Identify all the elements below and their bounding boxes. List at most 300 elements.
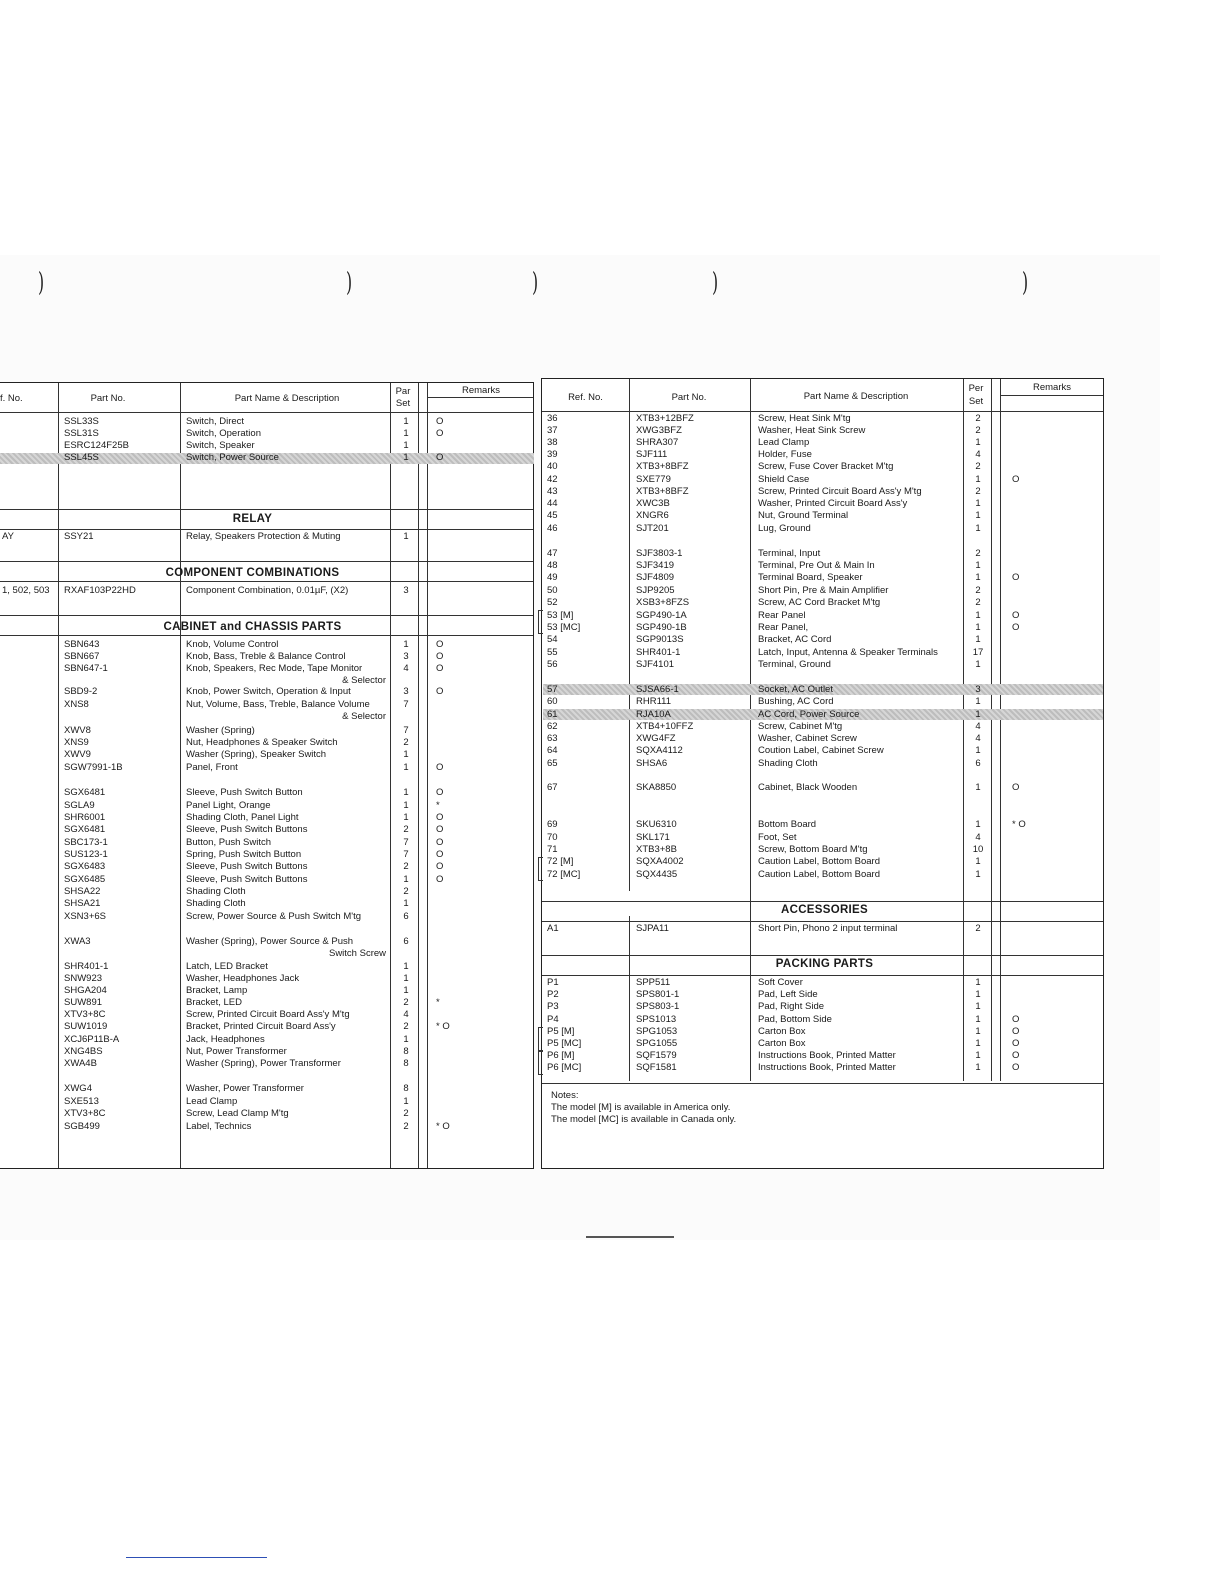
cell-ref: 72 [M] (547, 856, 574, 867)
cell-part: SQXA4002 (636, 856, 684, 867)
cell-rem: * O (436, 1021, 450, 1032)
cell-name: Washer (Spring), Power Transformer (186, 1058, 341, 1069)
cell-name: Shading Cloth (758, 758, 818, 769)
right-header-part: Part No. (671, 392, 707, 403)
cell-qty: 1 (403, 812, 409, 823)
cell-ref: 50 (547, 585, 558, 596)
cell-rem: O (1012, 1038, 1020, 1049)
cell-qty: 1 (975, 696, 981, 707)
cell-name: Instructions Book, Printed Matter (758, 1050, 896, 1061)
cell-part: XWG4FZ (636, 733, 676, 744)
cell-name: Knob, Bass, Treble & Balance Control (186, 651, 346, 662)
cell-part: SGB499 (64, 1121, 100, 1132)
cell-name: Screw, Cabinet M'tg (758, 721, 843, 732)
cell-rem: O (1012, 1014, 1020, 1025)
cell-rem: O (1012, 1062, 1020, 1073)
cell-part: SQX4435 (636, 869, 678, 880)
cell-name: Switch Screw (328, 948, 386, 959)
cell-rem: * (436, 800, 440, 811)
cell-name: Carton Box (758, 1026, 806, 1037)
cell-name: Knob, Speakers, Rec Mode, Tape Monitor (186, 663, 363, 674)
cell-part: SBN647-1 (64, 663, 108, 674)
cell-part: XWA3 (64, 936, 91, 947)
cell-part: XCJ6P11B-A (64, 1034, 120, 1045)
cell-qty: 1 (403, 416, 409, 427)
cell-part: XTB3+8B (636, 844, 677, 855)
binding-mark: ) (532, 268, 539, 298)
cell-qty: 1 (403, 1096, 409, 1107)
cell-name: Pad, Right Side (758, 1001, 825, 1012)
cell-qty: 4 (975, 449, 981, 460)
left-header-ref: f. No. (0, 393, 23, 404)
cell-part: SJT201 (636, 523, 669, 534)
cell-name: Terminal, Pre Out & Main In (758, 560, 875, 571)
cell-part: SHGA204 (64, 985, 107, 996)
cell-part: XTV3+8C (64, 1108, 106, 1119)
cell-ref: 40 (547, 461, 558, 472)
cell-name: Relay, Speakers Protection & Muting (186, 531, 341, 542)
cell-qty: 4 (975, 733, 981, 744)
cell-ref: 37 (547, 425, 558, 436)
cell-part: SGP490-1A (636, 610, 687, 621)
cell-qty: 1 (975, 989, 981, 1000)
cell-ref: 47 (547, 548, 558, 559)
cell-name: Shading Cloth, Panel Light (186, 812, 299, 823)
note-line: The model [M] is available in America only. (551, 1102, 731, 1113)
cell-part: SQXA4112 (636, 745, 683, 756)
cell-ref: 39 (547, 449, 558, 460)
cell-rem: O (1012, 1050, 1020, 1061)
cell-qty: 1 (403, 985, 409, 996)
cell-name: Washer, Printed Circuit Board Ass'y (758, 498, 908, 509)
cell-rem: O (436, 874, 444, 885)
cell-ref: 44 (547, 498, 558, 509)
cell-ref: 67 (547, 782, 558, 793)
cell-ref: 43 (547, 486, 558, 497)
cell-ref: P4 (547, 1014, 559, 1025)
notes-title: Notes: (551, 1090, 579, 1101)
cell-part: XNS8 (64, 699, 89, 710)
cell-part: RXAF103P22HD (64, 585, 136, 596)
cell-part: SHR401-1 (636, 647, 681, 658)
cell-part: XWG3BFZ (636, 425, 682, 436)
cell-part: XSN3+6S (64, 911, 106, 922)
cell-ref: 53 [M] (547, 610, 574, 621)
cell-rem: O (1012, 474, 1020, 485)
cell-qty: 6 (975, 758, 981, 769)
cell-ref: 69 (547, 819, 558, 830)
right-header-per-bottom: Set (968, 396, 984, 407)
cell-qty: 1 (975, 1038, 981, 1049)
cell-name: Sleeve, Push Switch Buttons (186, 874, 308, 885)
cell-ref: 55 (547, 647, 558, 658)
cell-name: Short Pin, Pre & Main Amplifier (758, 585, 889, 596)
right-header-per-top: Per (968, 383, 984, 394)
cell-name: Component Combination, 0.01µF, (X2) (186, 585, 349, 596)
cell-qty: 1 (403, 898, 409, 909)
cell-qty: 7 (403, 725, 409, 736)
cell-part: SUS123-1 (64, 849, 108, 860)
section-cabinet-chassis: CABINET and CHASSIS PARTS (163, 621, 342, 633)
cell-ref: 1, 502, 503 (2, 585, 50, 596)
cell-ref: P6 [M] (547, 1050, 575, 1061)
cell-part: SHSA6 (636, 758, 668, 769)
cell-qty: 2 (403, 737, 409, 748)
cell-part: XWV8 (64, 725, 91, 736)
cell-name: & Selector (342, 711, 386, 722)
cell-qty: 1 (403, 428, 409, 439)
cell-part: SNW923 (64, 973, 103, 984)
cell-ref: 64 (547, 745, 558, 756)
cell-qty: 1 (975, 782, 981, 793)
cell-qty: 2 (975, 585, 981, 596)
cell-rem: O (1012, 782, 1020, 793)
cell-rem: O (436, 452, 444, 463)
cell-part: SJF111 (636, 449, 668, 460)
cell-qty: 1 (403, 787, 409, 798)
cell-part: XTB4+10FFZ (636, 721, 694, 732)
cell-qty: 1 (975, 856, 981, 867)
cell-name: Nut, Headphones & Speaker Switch (186, 737, 338, 748)
cell-qty: 3 (403, 686, 409, 697)
cell-part: SGW7991-1B (64, 762, 123, 773)
cell-qty: 1 (975, 622, 981, 633)
cell-name: Latch, Input, Antenna & Speaker Terminals (758, 647, 938, 658)
cell-name: Socket, AC Outlet (758, 684, 833, 695)
cell-name: Screw, Printed Circuit Board Ass'y M'tg (186, 1009, 350, 1020)
cell-ref: 62 (547, 721, 558, 732)
cell-qty: 1 (975, 819, 981, 830)
cell-rem: O (1012, 572, 1020, 583)
cell-ref: P5 [MC] (547, 1038, 582, 1049)
cell-ref: P3 (547, 1001, 559, 1012)
cell-name: Washer (Spring), Power Source & Push (186, 936, 354, 947)
cell-part: SGP490-1B (636, 622, 687, 633)
cell-qty: 1 (975, 659, 981, 670)
cell-part: SHSA22 (64, 886, 101, 897)
cell-name: Instructions Book, Printed Matter (758, 1062, 896, 1073)
cell-qty: 2 (403, 824, 409, 835)
cell-qty: 1 (975, 1062, 981, 1073)
cell-ref: 54 (547, 634, 558, 645)
cell-rem: O (436, 787, 444, 798)
cell-qty: 4 (975, 721, 981, 732)
cell-rem: O (436, 762, 444, 773)
cell-name: Jack, Headphones (186, 1034, 265, 1045)
section-relay: RELAY (232, 513, 273, 525)
section-accessories: ACCESSORIES (780, 904, 868, 916)
cell-qty: 4 (403, 1009, 409, 1020)
cell-qty: 2 (975, 597, 981, 608)
binding-mark: ) (38, 268, 45, 298)
right-header-remarks: Remarks (1032, 382, 1071, 393)
cell-name: Screw, Power Source & Push Switch M'tg (186, 911, 361, 922)
cell-part: SGX6485 (64, 874, 106, 885)
cell-part: SGX6481 (64, 824, 106, 835)
cell-rem: O (436, 837, 444, 848)
cell-qty: 2 (403, 886, 409, 897)
cell-qty: 1 (403, 874, 409, 885)
cell-part: XTB3+8BFZ (636, 486, 689, 497)
cell-part: SBN667 (64, 651, 100, 662)
cell-rem: O (436, 416, 444, 427)
cell-name: Lug, Ground (758, 523, 811, 534)
cell-qty: 1 (975, 572, 981, 583)
cell-qty: 8 (403, 1058, 409, 1069)
left-header-per-top: Par (395, 386, 411, 397)
cell-part: SQF1581 (636, 1062, 677, 1073)
cell-part: SSL31S (64, 428, 99, 439)
cell-name: Switch, Power Source (186, 452, 279, 463)
cell-name: Knob, Power Switch, Operation & Input (186, 686, 351, 697)
cell-qty: 1 (975, 474, 981, 485)
cell-part: SJP9205 (636, 585, 675, 596)
cell-part: XSB3+8FZS (636, 597, 690, 608)
cell-part: SKU6310 (636, 819, 677, 830)
cell-part: SJF3803-1 (636, 548, 683, 559)
cell-qty: 7 (403, 837, 409, 848)
cell-ref: 46 (547, 523, 558, 534)
cell-rem: * O (1012, 819, 1026, 830)
cell-name: Holder, Fuse (758, 449, 812, 460)
cell-name: Shading Cloth (186, 898, 246, 909)
cell-rem: O (436, 861, 444, 872)
cell-rem: O (436, 849, 444, 860)
cell-part: SGLA9 (64, 800, 95, 811)
cell-part: XNGR6 (636, 510, 669, 521)
cell-ref: 71 (547, 844, 558, 855)
cell-name: Cabinet, Black Wooden (758, 782, 858, 793)
cell-ref: 61 (547, 709, 558, 720)
cell-part: SKL171 (636, 832, 670, 843)
cell-qty: 1 (975, 1014, 981, 1025)
cell-qty: 10 (972, 844, 984, 855)
cell-name: Bracket, Printed Circuit Board Ass'y (186, 1021, 336, 1032)
cell-part: SUW891 (64, 997, 103, 1008)
cell-name: Screw, Lead Clamp M'tg (186, 1108, 289, 1119)
cell-name: Washer, Power Transformer (186, 1083, 304, 1094)
cell-name: Pad, Bottom Side (758, 1014, 832, 1025)
cell-ref: 56 (547, 659, 558, 670)
cell-rem: O (1012, 622, 1020, 633)
cell-qty: 1 (403, 531, 409, 542)
notes (551, 1090, 736, 1126)
cell-qty: 3 (403, 651, 409, 662)
cell-name: Rear Panel (758, 610, 806, 621)
cell-name: Carton Box (758, 1038, 806, 1049)
cell-name: Nut, Volume, Bass, Treble, Balance Volume (186, 699, 370, 710)
cell-qty: 4 (975, 832, 981, 843)
cell-qty: 1 (975, 510, 981, 521)
cell-part: SPS803-1 (636, 1001, 680, 1012)
cell-name: Knob, Volume Control (186, 639, 279, 650)
cell-name: Soft Cover (758, 977, 803, 988)
cell-qty: 3 (975, 684, 981, 695)
left-header-name: Part Name & Description (234, 393, 340, 404)
cell-rem: O (436, 663, 444, 674)
cell-part: XNG4BS (64, 1046, 103, 1057)
cell-name: Switch, Speaker (186, 440, 255, 451)
cell-part: ESRC124F25B (64, 440, 129, 451)
cell-name: Screw, Heat Sink M'tg (758, 413, 851, 424)
cell-ref: P5 [M] (547, 1026, 575, 1037)
cell-rem: * (436, 997, 440, 1008)
cell-part: SPG1055 (636, 1038, 678, 1049)
cell-qty: 1 (403, 800, 409, 811)
cell-qty: 4 (403, 663, 409, 674)
cell-qty: 2 (403, 861, 409, 872)
cell-part: SGX6483 (64, 861, 106, 872)
cell-qty: 2 (403, 1121, 409, 1132)
scan-artifact (586, 1236, 674, 1238)
cell-qty: 1 (975, 610, 981, 621)
cell-qty: 1 (975, 745, 981, 756)
cell-part: RHR111 (636, 696, 672, 707)
cell-part: SJPA11 (636, 923, 669, 934)
cell-part: SJF4809 (636, 572, 675, 583)
cell-name: Rear Panel, (758, 622, 809, 633)
cell-part: XNS9 (64, 737, 89, 748)
cell-name: Switch, Operation (186, 428, 261, 439)
cell-name: Bracket, Lamp (186, 985, 248, 996)
cell-qty: 2 (975, 923, 981, 934)
cell-qty: 6 (403, 911, 409, 922)
cell-name: Screw, Fuse Cover Bracket M'tg (758, 461, 894, 472)
binding-mark: ) (712, 268, 719, 298)
cell-qty: 6 (403, 936, 409, 947)
cell-ref: 48 (547, 560, 558, 571)
cell-qty: 2 (975, 413, 981, 424)
cell-name: & Selector (342, 675, 386, 686)
cell-name: Nut, Ground Terminal (758, 510, 849, 521)
bracket (538, 610, 543, 634)
binding-mark: ) (346, 268, 353, 298)
cell-name: Sleeve, Push Switch Buttons (186, 824, 308, 835)
cell-name: Washer (Spring) (186, 725, 255, 736)
cell-qty: 1 (403, 452, 409, 463)
cell-qty: 2 (975, 486, 981, 497)
cell-qty: 1 (975, 869, 981, 880)
cell-name: Washer, Headphones Jack (186, 973, 300, 984)
cell-rem: O (436, 686, 444, 697)
cell-ref: 36 (547, 413, 558, 424)
cell-part: XWG4 (64, 1083, 92, 1094)
cell-part: SPG1053 (636, 1026, 678, 1037)
cell-part: RJA10A (636, 709, 671, 720)
section-component-combinations: COMPONENT COMBINATIONS (165, 567, 340, 579)
cell-qty: 1 (975, 634, 981, 645)
cell-qty: 8 (403, 1046, 409, 1057)
cell-part: SBD9-2 (64, 686, 98, 697)
cell-qty: 1 (403, 973, 409, 984)
cell-qty: 1 (975, 709, 981, 720)
cell-name: Shading Cloth (186, 886, 246, 897)
cell-part: XTV3+8C (64, 1009, 106, 1020)
cell-part: XWC3B (636, 498, 670, 509)
bracket (538, 1051, 543, 1075)
cell-name: Terminal Board, Speaker (758, 572, 863, 583)
cell-ref: 38 (547, 437, 558, 448)
cell-part: SHR6001 (64, 812, 106, 823)
cell-ref: 52 (547, 597, 558, 608)
cell-ref: 70 (547, 832, 558, 843)
cell-part: SXE779 (636, 474, 671, 485)
cell-qty: 2 (403, 997, 409, 1008)
cell-rem: O (436, 812, 444, 823)
cell-name: Terminal, Ground (758, 659, 831, 670)
cell-name: Short Pin, Phono 2 input terminal (758, 923, 898, 934)
cell-part: SHRA307 (636, 437, 679, 448)
cell-name: Lead Clamp (186, 1096, 238, 1107)
cell-part: SKA8850 (636, 782, 677, 793)
cell-part: SGX6481 (64, 787, 106, 798)
cell-ref: 42 (547, 474, 558, 485)
cell-name: Washer, Cabinet Screw (758, 733, 857, 744)
cell-name: Coution Label, Cabinet Screw (758, 745, 884, 756)
cell-name: Caution Label, Bottom Board (758, 856, 880, 867)
cell-name: Pad, Left Side (758, 989, 818, 1000)
left-header-remarks: Remarks (461, 385, 500, 396)
binding-mark: ) (1022, 268, 1029, 298)
cell-ref: 65 (547, 758, 558, 769)
cell-qty: 2 (975, 548, 981, 559)
cell-rem: O (1012, 610, 1020, 621)
cell-name: Caution Label, Bottom Board (758, 869, 880, 880)
cell-ref: P1 (547, 977, 559, 988)
cell-qty: 1 (403, 749, 409, 760)
cell-part: XTB3+12BFZ (636, 413, 694, 424)
cell-name: Nut, Power Transformer (186, 1046, 287, 1057)
cell-part: XTB3+8BFZ (636, 461, 689, 472)
bracket (538, 857, 543, 881)
cell-ref: 53 [MC] (547, 622, 581, 633)
cell-ref: 45 (547, 510, 558, 521)
cell-name: Button, Push Switch (186, 837, 272, 848)
cell-part: SSL45S (64, 452, 99, 463)
cell-part: SXE513 (64, 1096, 99, 1107)
cell-ref: A1 (547, 923, 559, 934)
cell-qty: 2 (403, 1108, 409, 1119)
bracket (538, 1027, 543, 1051)
cell-part: SHR401-1 (64, 961, 109, 972)
cell-name: Screw, Bottom Board M'tg (758, 844, 868, 855)
cell-name: Washer, Heat Sink Screw (758, 425, 866, 436)
cell-name: Shield Case (758, 474, 810, 485)
cell-name: Bottom Board (758, 819, 817, 830)
cell-qty: 2 (403, 1021, 409, 1032)
cell-name: Foot, Set (758, 832, 797, 843)
cell-name: Bracket, LED (186, 997, 242, 1008)
cell-qty: 1 (403, 762, 409, 773)
cell-part: SBC173-1 (64, 837, 108, 848)
cell-qty: 1 (975, 437, 981, 448)
cell-rem: O (436, 651, 444, 662)
cell-name: Screw, AC Cord Bracket M'tg (758, 597, 881, 608)
cell-name: Switch, Direct (186, 416, 245, 427)
cell-part: SUW1019 (64, 1021, 108, 1032)
left-header-part: Part No. (90, 393, 126, 404)
cell-name: Panel, Front (186, 762, 238, 773)
cell-rem: O (436, 639, 444, 650)
cell-part: SSY21 (64, 531, 94, 542)
cell-qty: 1 (975, 977, 981, 988)
cell-qty: 2 (975, 461, 981, 472)
cell-qty: 1 (403, 1034, 409, 1045)
cell-qty: 1 (975, 1026, 981, 1037)
cell-part: SQF1579 (636, 1050, 677, 1061)
cell-ref: P6 [MC] (547, 1062, 582, 1073)
cell-qty: 1 (975, 1050, 981, 1061)
